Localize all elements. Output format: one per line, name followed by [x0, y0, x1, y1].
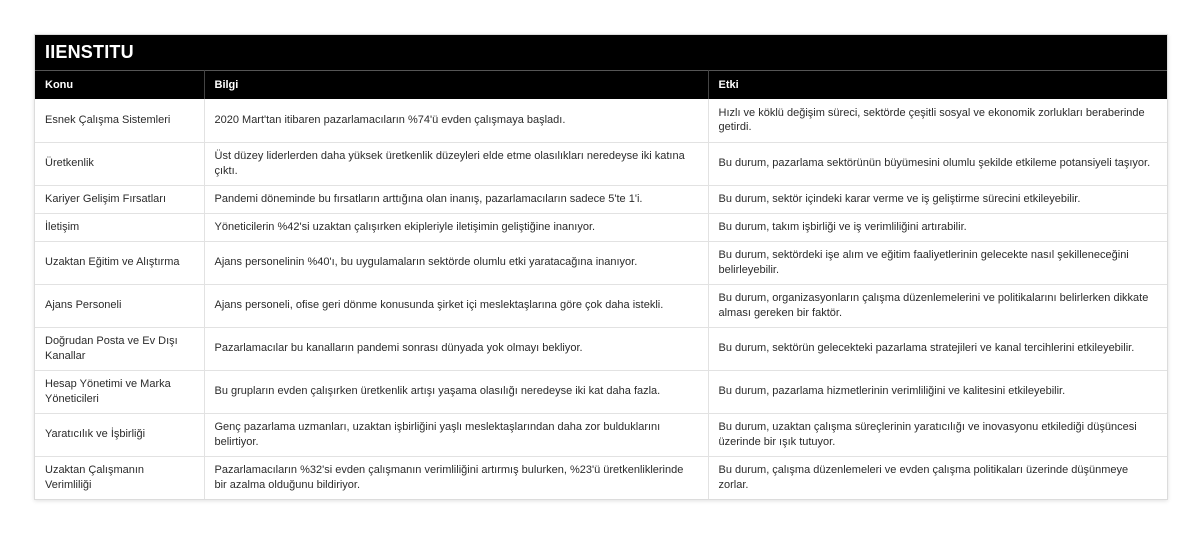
cell-etki: Bu durum, çalışma düzenlemeleri ve evden çalışma politikaları üzerinde düşünmeye zorlar.: [718, 464, 1129, 491]
cell-bilgi: Yöneticilerin %42'si uzaktan çalışırken ekipleriyle iletişimin geliştiğine inanıyor.: [204, 213, 708, 241]
cell-bilgi: Üst düzey liderlerden daha yüksek üretkenlik düzeyleri elde etme olasılıkları neredeyse iki katına çıktı.: [204, 142, 708, 185]
cell-bilgi: Ajans personelinin %40'ı, bu uygulamaların sektörde olumlu etki yaratacağına inanıyor.: [204, 241, 708, 284]
cell-etki: Bu durum, takım işbirliği ve iş verimliliğini artırabilir.: [708, 213, 1167, 241]
table-row: [35, 241, 1167, 284]
cell-konu: Ajans Personeli: [35, 284, 204, 327]
cell-konu: Hesap Yönetimi ve Marka Yöneticileri: [35, 370, 204, 413]
table-row: [35, 370, 1167, 413]
cell-bilgi: Pandemi döneminde bu fırsatların arttığına olan inanış, pazarlamacıların sadece 5'te 1'i.: [204, 185, 708, 213]
cell-konu: Esnek Çalışma Sistemleri: [35, 99, 204, 142]
table-row: [35, 284, 1167, 327]
cell-konu: Uzaktan Eğitim ve Alıştırma: [35, 241, 204, 284]
cell-bilgi: Pazarlamacılar bu kanalların pandemi sonrası dünyada yok olmayı bekliyor.: [204, 327, 708, 370]
cell-etki: Hızlı ve köklü değişim süreci, sektörde çeşitli sosyal ve ekonomik zorlukları beraberinde getirdi.: [708, 99, 1167, 142]
cell-etki: Bu durum, sektördeki işe alım ve eğitim faaliyetlerinin gelecekte nasıl şekilleneceğini belirleyebilir.: [708, 241, 1167, 284]
cell-konu: Kariyer Gelişim Fırsatları: [35, 185, 204, 213]
cell-konu: Doğrudan Posta ve Ev Dışı Kanallar: [35, 327, 204, 370]
table-row: [35, 142, 1167, 185]
cell-bilgi: Pazarlamacıların %32'si evden çalışmanın verimliliğini artırmış bulurken, %23'ü üretkenliklerinde bir azalma olduğunu bildiriyor.: [204, 456, 708, 499]
cell-etki: Bu durum, organizasyonların çalışma düzenlemelerini ve politikalarını belirlerken dikkate alması gereken bir faktör.: [708, 284, 1167, 327]
table-row: [35, 213, 1167, 241]
table-row: [35, 413, 1167, 456]
column-header-etki: Etki: [708, 71, 1167, 100]
cell-bilgi: Ajans personeli, ofise geri dönme konusunda şirket içi meslektaşlarına göre çok daha istekli.: [204, 284, 708, 327]
cell-konu: Uzaktan Çalışmanın Verimliliği: [35, 456, 204, 499]
column-header-bilgi: Bilgi: [204, 71, 708, 100]
cell-etki: Bu durum, pazarlama sektörünün büyümesini olumlu şekilde etkileme potansiyeli taşıyor.: [708, 142, 1167, 185]
brand-title: IIENSTITU: [35, 35, 1167, 70]
info-table-card: [34, 34, 1168, 500]
cell-konu: İletişim: [35, 213, 204, 241]
cell-etki: Bu durum, pazarlama hizmetlerinin verimliliğini ve kalitesini etkileyebilir.: [708, 370, 1167, 413]
cell-bilgi: Bu grupların evden çalışırken üretkenlik artışı yaşama olasılığı neredeyse iki kat daha fazla.: [204, 370, 708, 413]
table-row: [35, 99, 1167, 142]
cell-konu: Üretkenlik: [35, 142, 204, 185]
cell-etki: Bu durum, sektörün gelecekteki pazarlama stratejileri ve kanal tercihlerini etkileyebilir.: [708, 327, 1167, 370]
table-row: [35, 327, 1167, 370]
cell-bilgi: Genç pazarlama uzmanları, uzaktan işbirliğini yaşlı meslektaşlarından daha zor bulduklarını belirtiyor.: [204, 413, 708, 456]
table-header-row: [35, 71, 1167, 100]
cell-etki: Bu durum, sektör içindeki karar verme ve iş geliştirme sürecini etkileyebilir.: [708, 185, 1167, 213]
table-row: [35, 456, 1167, 499]
cell-bilgi: 2020 Mart'tan itibaren pazarlamacıların %74'ü evden çalışmaya başladı.: [204, 99, 708, 142]
cell-konu: Yaratıcılık ve İşbirliği: [35, 413, 204, 456]
info-table: [35, 70, 1167, 499]
table-row: [35, 185, 1167, 213]
cell-etki: Bu durum, uzaktan çalışma süreçlerinin yaratıcılığı ve inovasyonu etkilediği düşüncesi üzerinde bir ışık tutuyor.: [708, 413, 1167, 456]
column-header-konu: Konu: [35, 71, 204, 100]
